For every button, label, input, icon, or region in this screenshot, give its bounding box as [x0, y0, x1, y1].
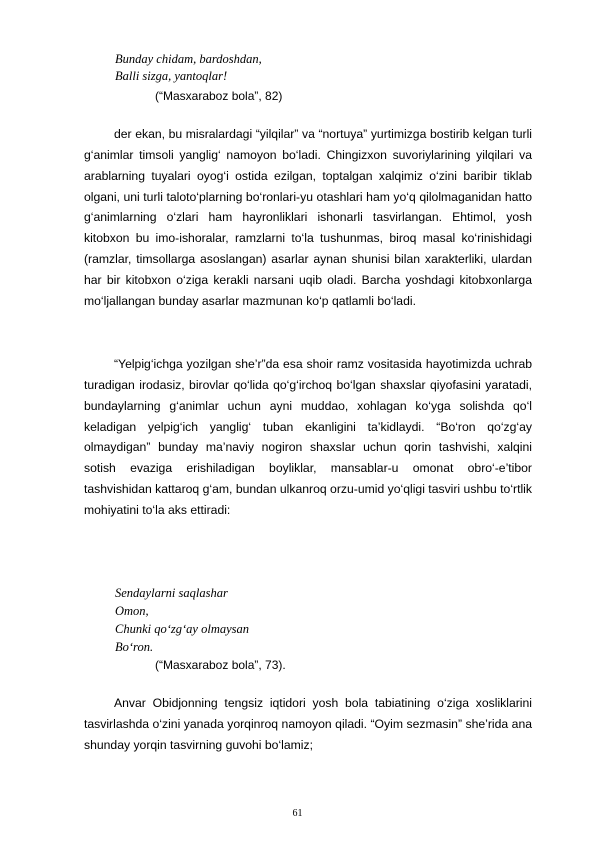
paragraph-1: der ekan, bu misralardagi “yilqilar” va “nortuya” yurtimizga bostirib kelgan turli g‘animlar timsoli yanglig‘ namoyon bo‘ladi. Chingizxon suvoriylarining yilqilari va arablarning tuyalari oyog‘i ostida ezilgan, toptalgan xalqimiz o‘zini baribir tiklab olgani, uni turli taloto‘plarning bo‘ronlari-yu otashlari ham yo‘q qilolmaganidan hatto g‘animlarning o‘zlari ham hayronliklari ishonarli tasvirlangan. Ehtimol, yosh kitobxon bu imo-ishoralar, ramzlarni to‘la tushunmas, biroq masal ko‘rinishidagi (ramzlar, timsollarga asoslangan) asarlar aynan shunisi bilan xarakterliki, ulardan har bir kitobxon o‘ziga kerakli narsani uqib oladi. Barcha yoshdagi kitobxonlarga mo‘ljallangan bunday asarlar mazmunan ko‘p qatlamli bo‘ladi.: [84, 127, 532, 308]
verse2-citation: (“Masxaraboz bola”, 73).: [155, 658, 286, 672]
page-number: 61: [292, 808, 303, 819]
verse1-line-1: Bunday chidam, bardoshdan,: [115, 52, 262, 66]
verse2-line-1: Sendaylarni saqlashar: [115, 586, 228, 600]
verse2-line-2: Omon,: [115, 604, 149, 618]
verse1-line-2: Balli sizga, yantoqlar!: [115, 69, 228, 83]
verse2-line-3: Chunki qo‘zg‘ay olmaysan: [115, 622, 250, 636]
paragraph-2: “Yelpig‘ichga yozilgan she’r”da esa shoir ramz vositasida hayotimizda uchrab turadigan irodasiz, birovlar qo‘lida qo‘g‘irchoq bo‘lgan shaxslar qiyofasini yaratadi, bundaylarning g‘animlar uchun ayni muddao, xohlagan ko‘yga solishda qo‘l keladigan yelpig‘ich yanglig‘ tuban ekanligini ta’kidlaydi. “Bo‘ron qo‘zg‘ay olmaydigan” bunday ma’naviy nogiron shaxslar uchun qorin tashvishi, xalqini sotish evaziga erishiladigan boyliklar, mansablar-u omonat obro‘-e’tibor tashvishidan kattaroq g‘am, bundan ulkanroq orzu-umid yo‘qligi tasviri ushbu to‘rtlik mohiyatini to‘la aks ettiradi:: [84, 357, 532, 517]
paragraph-3: Anvar Obidjonning tengsiz iqtidori yosh bola tabiatining o‘ziga xosliklarini tasvirlashda o‘zini yanada yorqinroq namoyon qiladi. “Oyim sezmasin” she’rida ana shunday yorqin tasvirning guvohi bo‘lamiz;: [84, 696, 532, 752]
verse2-line-4: Bo‘ron.: [115, 640, 154, 654]
verse1-citation: (“Masxaraboz bola”, 82): [155, 89, 283, 103]
